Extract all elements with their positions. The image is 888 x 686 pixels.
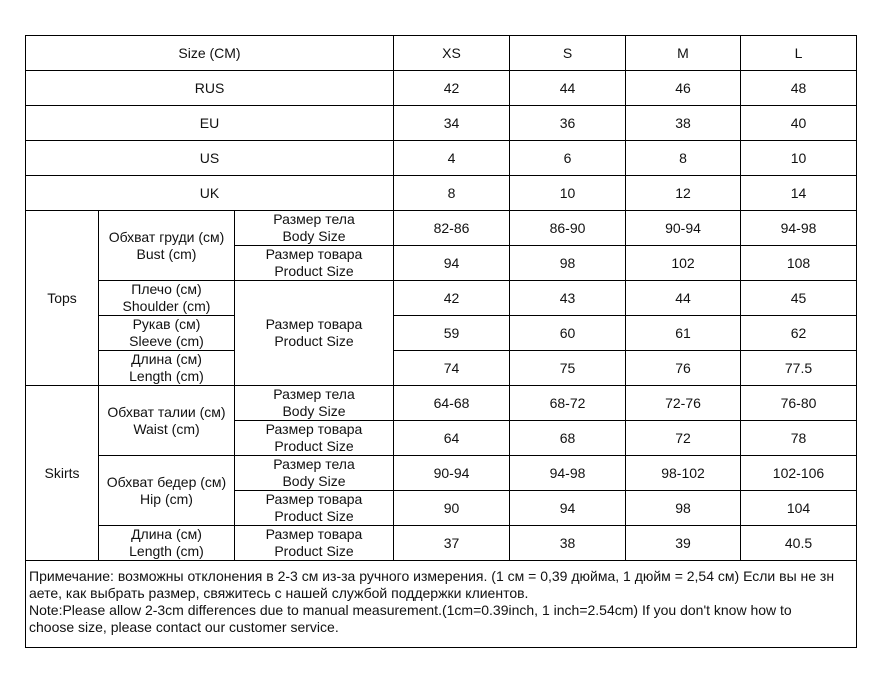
rus-label: RUS: [26, 71, 394, 106]
product-size-en: Product Size: [274, 508, 354, 524]
table-cell: 12: [626, 176, 741, 211]
tops-length-label-en: Length (cm): [129, 368, 204, 384]
table-cell: 90: [394, 491, 510, 526]
table-cell: 42: [394, 281, 510, 316]
tops-shoulder-row: [26, 281, 857, 316]
table-cell: 82-86: [394, 211, 510, 246]
product-size-ru: Размер товара: [265, 526, 363, 542]
shoulder-label-ru: Плечо (см): [131, 281, 202, 297]
table-cell: 77.5: [741, 351, 857, 386]
product-size-label: [235, 246, 394, 281]
table-cell: 94: [510, 491, 626, 526]
product-size-label: [235, 491, 394, 526]
table-cell: 36: [510, 106, 626, 141]
us-label: US: [26, 141, 394, 176]
skirts-group-label: Skirts: [26, 386, 99, 561]
product-size-ru: Размер товара: [265, 491, 363, 507]
product-size-ru: Размер товара: [265, 246, 363, 262]
table-cell: 72-76: [626, 386, 741, 421]
skirts-length-label-en: Length (cm): [129, 543, 204, 559]
product-size-en: Product Size: [274, 438, 354, 454]
table-cell: 68: [510, 421, 626, 456]
waist-label: [99, 386, 235, 456]
table-cell: 98-102: [626, 456, 741, 491]
product-size-en: Product Size: [274, 543, 354, 559]
table-cell: 62: [741, 316, 857, 351]
note-en-line-1: Note:Please allow 2-3cm differences due to manual measurement.(1cm=0.39inch, 1 inch=2.54cm) If you don't know how to: [29, 602, 792, 618]
table-cell: 76: [626, 351, 741, 386]
tops-bust-body-row: [26, 211, 857, 246]
table-cell: 8: [394, 176, 510, 211]
table-cell: 8: [626, 141, 741, 176]
table-cell: 39: [626, 526, 741, 561]
table-cell: 42: [394, 71, 510, 106]
hip-label-ru: Обхват бедер (см): [106, 473, 227, 490]
skirts-length-label: [99, 526, 235, 561]
table-cell: 86-90: [510, 211, 626, 246]
body-size-ru: Размер тела: [273, 456, 355, 472]
table-cell: 98: [626, 491, 741, 526]
body-size-ru: Размер тела: [273, 211, 355, 227]
product-size-en: Product Size: [274, 263, 354, 279]
product-size-label: [235, 281, 394, 386]
table-cell: 34: [394, 106, 510, 141]
us-row: [26, 141, 857, 176]
table-cell: 75: [510, 351, 626, 386]
size-s-header: S: [510, 36, 626, 71]
skirts-hip-body-row: [26, 456, 857, 491]
size-chart-table: [25, 35, 857, 648]
hip-label: [99, 456, 235, 526]
table-cell: 76-80: [741, 386, 857, 421]
table-cell: 46: [626, 71, 741, 106]
body-size-label: [235, 211, 394, 246]
product-size-label: [235, 526, 394, 561]
size-l-header: L: [741, 36, 857, 71]
table-cell: 37: [394, 526, 510, 561]
uk-row: [26, 176, 857, 211]
table-cell: 64-68: [394, 386, 510, 421]
skirts-length-row: [26, 526, 857, 561]
tops-group-label: Tops: [26, 211, 99, 386]
table-cell: 45: [741, 281, 857, 316]
rus-row: [26, 71, 857, 106]
table-cell: 108: [741, 246, 857, 281]
skirts-waist-body-row: [26, 386, 857, 421]
header-row: [26, 36, 857, 71]
product-size-en: Product Size: [274, 333, 354, 349]
size-header-label: Size (CM): [26, 36, 394, 71]
body-size-ru: Размер тела: [273, 386, 355, 402]
table-cell: 94-98: [741, 211, 857, 246]
table-cell: 94: [394, 246, 510, 281]
table-cell: 38: [510, 526, 626, 561]
table-cell: 48: [741, 71, 857, 106]
body-size-en: Body Size: [282, 473, 346, 489]
table-cell: 90-94: [626, 211, 741, 246]
body-size-label: [235, 386, 394, 421]
hip-label-en: Hip (cm): [140, 490, 193, 507]
skirts-length-label-ru: Длина (см): [131, 526, 202, 542]
size-m-header: M: [626, 36, 741, 71]
table-cell: 102-106: [741, 456, 857, 491]
product-size-ru: Размер товара: [265, 421, 363, 437]
product-size-label: [235, 421, 394, 456]
note-ru-line-1: Примечание: возможны отклонения в 2-3 см из-за ручного измерения. (1 см = 0,39 дюйма, 1 дюйм = 2,54 см) Если вы не зн: [29, 568, 835, 584]
product-size-ru: Размер товара: [265, 316, 363, 332]
table-cell: 6: [510, 141, 626, 176]
shoulder-label-en: Shoulder (cm): [122, 298, 211, 314]
body-size-label: [235, 456, 394, 491]
table-cell: 44: [510, 71, 626, 106]
size-note: [26, 561, 857, 648]
table-cell: 44: [626, 281, 741, 316]
table-cell: 10: [510, 176, 626, 211]
table-cell: 40.5: [741, 526, 857, 561]
table-cell: 43: [510, 281, 626, 316]
tops-length-label-ru: Длина (см): [131, 351, 202, 367]
table-cell: 104: [741, 491, 857, 526]
table-cell: 72: [626, 421, 741, 456]
table-cell: 98: [510, 246, 626, 281]
waist-label-en: Waist (cm): [133, 420, 200, 437]
eu-label: EU: [26, 106, 394, 141]
bust-label-ru: Обхват груди (см): [108, 228, 225, 245]
table-cell: 38: [626, 106, 741, 141]
table-cell: 59: [394, 316, 510, 351]
eu-row: [26, 106, 857, 141]
table-cell: 60: [510, 316, 626, 351]
table-cell: 68-72: [510, 386, 626, 421]
sleeve-label: [99, 316, 235, 351]
body-size-en: Body Size: [282, 228, 346, 244]
table-cell: 61: [626, 316, 741, 351]
tops-length-row: [26, 351, 857, 386]
table-cell: 64: [394, 421, 510, 456]
size-xs-header: XS: [394, 36, 510, 71]
note-en-line-2: choose size, please contact our customer service.: [29, 619, 339, 635]
table-cell: 14: [741, 176, 857, 211]
table-cell: 94-98: [510, 456, 626, 491]
table-cell: 102: [626, 246, 741, 281]
note-ru-line-2: аете, как выбрать размер, свяжитесь с нашей службой поддержки клиентов.: [29, 585, 529, 601]
uk-label: UK: [26, 176, 394, 211]
note-row: [26, 561, 857, 648]
table-cell: 4: [394, 141, 510, 176]
table-cell: 74: [394, 351, 510, 386]
table-cell: 40: [741, 106, 857, 141]
table-cell: 10: [741, 141, 857, 176]
waist-label-ru: Обхват талии (см): [107, 403, 226, 420]
table-cell: 78: [741, 421, 857, 456]
sleeve-label-en: Sleeve (cm): [129, 333, 204, 349]
body-size-en: Body Size: [282, 403, 346, 419]
table-cell: 90-94: [394, 456, 510, 491]
shoulder-label: [99, 281, 235, 316]
bust-label: [99, 211, 235, 281]
sleeve-label-ru: Рукав (см): [132, 316, 201, 332]
bust-label-en: Bust (cm): [136, 245, 197, 262]
tops-length-label: [99, 351, 235, 386]
tops-sleeve-row: [26, 316, 857, 351]
